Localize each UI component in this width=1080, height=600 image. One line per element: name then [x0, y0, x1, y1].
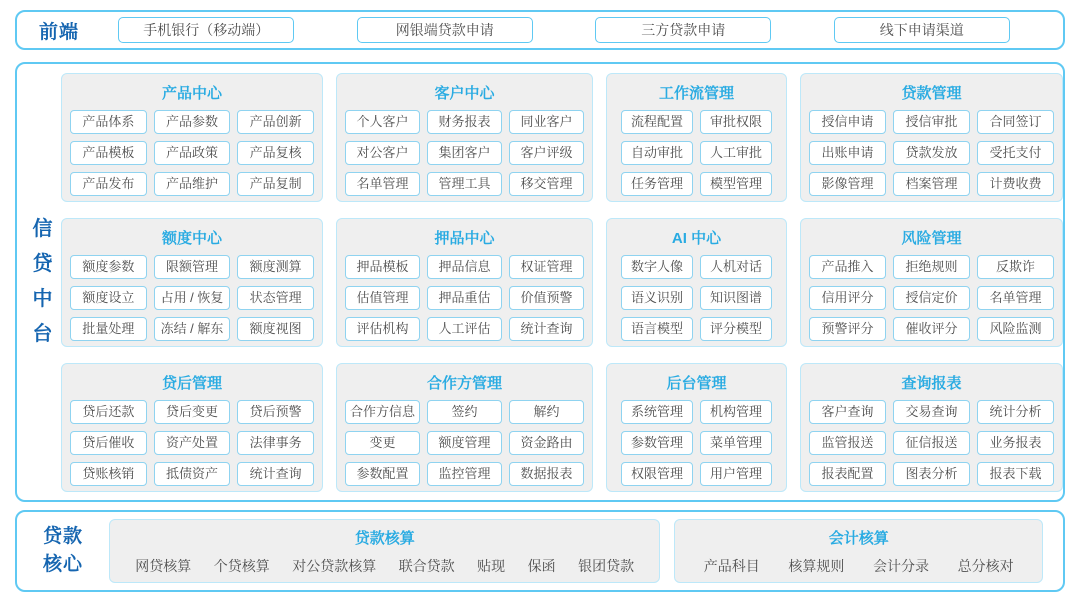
- frontend-channel-2[interactable]: 三方贷款申请: [595, 17, 771, 43]
- panel-customer-center: [336, 73, 593, 202]
- module-chip[interactable]: 产品发布: [70, 172, 147, 196]
- panel-title-quota-center: 额度中心: [161, 229, 222, 247]
- core-panel-items-accounting: [689, 556, 1028, 576]
- panel-chips-backend-management: [615, 400, 778, 486]
- module-chip[interactable]: 贷后变更: [154, 400, 231, 424]
- panel-chips-quota-center: [70, 255, 314, 341]
- module-chip[interactable]: 机构管理: [700, 400, 772, 424]
- module-chip[interactable]: 信用评分: [809, 286, 886, 310]
- panel-title-risk-management: 风险管理: [901, 229, 962, 247]
- module-chip[interactable]: 受托支付: [977, 141, 1054, 165]
- module-chip[interactable]: 人机对话: [700, 255, 772, 279]
- module-chip[interactable]: 额度设立: [70, 286, 147, 310]
- panel-query-report: [800, 363, 1063, 492]
- module-chip[interactable]: 产品体系: [70, 110, 147, 134]
- core-panel-items-loan-accounting: [124, 556, 645, 576]
- module-chip[interactable]: 影像管理: [809, 172, 886, 196]
- core-module-item[interactable]: 网贷核算: [135, 558, 192, 574]
- module-chip[interactable]: 资金路由: [509, 431, 584, 455]
- module-chip[interactable]: 计费收费: [977, 172, 1054, 196]
- frontend-section: [15, 10, 1065, 50]
- panel-chips-ai-center: [615, 255, 778, 341]
- panel-chips-collateral-center: [345, 255, 584, 341]
- core-module-item[interactable]: 总分核对: [957, 558, 1014, 574]
- module-chip[interactable]: 额度测算: [237, 255, 314, 279]
- module-chip[interactable]: 统计查询: [237, 462, 314, 486]
- module-chip[interactable]: 产品复核: [237, 141, 314, 165]
- module-chip[interactable]: 财务报表: [427, 110, 502, 134]
- module-chip[interactable]: 统计分析: [977, 400, 1054, 424]
- module-chip[interactable]: 反欺诈: [977, 255, 1054, 279]
- module-chip[interactable]: 产品政策: [154, 141, 231, 165]
- core-module-item[interactable]: 联合贷款: [398, 558, 455, 574]
- frontend-channel-1[interactable]: 网银端贷款申请: [357, 17, 533, 43]
- module-chip[interactable]: 集团客户: [427, 141, 502, 165]
- module-chip[interactable]: 拒绝规则: [893, 255, 970, 279]
- module-chip[interactable]: 合作方信息: [345, 400, 420, 424]
- module-chip[interactable]: 贷后还款: [70, 400, 147, 424]
- module-chip[interactable]: 合同签订: [977, 110, 1054, 134]
- module-chip[interactable]: 风险监测: [977, 317, 1054, 341]
- panel-workflow-management: [606, 73, 787, 202]
- module-chip[interactable]: 语言模型: [621, 317, 693, 341]
- module-chip[interactable]: 评估机构: [345, 317, 420, 341]
- core-module-item[interactable]: 核算规则: [788, 558, 845, 574]
- core-panels: [109, 519, 1043, 583]
- panel-partner-management: [336, 363, 593, 492]
- module-chip[interactable]: 个人客户: [345, 110, 420, 134]
- module-chip[interactable]: 监控管理: [427, 462, 502, 486]
- middle-panel-grid: [61, 73, 1063, 492]
- loan-core-label: 贷款核心: [43, 526, 84, 575]
- module-chip[interactable]: 出账申请: [809, 141, 886, 165]
- module-chip[interactable]: 限额管理: [154, 255, 231, 279]
- module-chip[interactable]: 图表分析: [893, 462, 970, 486]
- frontend-label: 前端: [39, 21, 80, 43]
- panel-title-product-center: 产品中心: [161, 84, 222, 102]
- panel-chips-post-loan-management: [70, 400, 314, 486]
- loan-core-section: [15, 510, 1065, 592]
- module-chip[interactable]: 客户评级: [509, 141, 584, 165]
- core-module-item[interactable]: 产品科目: [703, 558, 760, 574]
- module-chip[interactable]: 冻结 / 解东: [154, 317, 231, 341]
- core-module-item[interactable]: 银团贷款: [578, 558, 635, 574]
- panel-title-loan-management: 贷款管理: [901, 84, 962, 102]
- core-panel-title-loan-accounting: 贷款核算: [354, 530, 415, 547]
- module-chip[interactable]: 估值管理: [345, 286, 420, 310]
- panel-title-query-report: 查询报表: [901, 374, 962, 392]
- module-chip[interactable]: 知识图谱: [700, 286, 772, 310]
- module-chip[interactable]: 占用 / 恢复: [154, 286, 231, 310]
- module-chip[interactable]: 产品创新: [237, 110, 314, 134]
- module-chip[interactable]: 抵债资产: [154, 462, 231, 486]
- panel-title-customer-center: 客户中心: [434, 84, 495, 102]
- module-chip[interactable]: 预警评分: [809, 317, 886, 341]
- panel-title-partner-management: 合作方管理: [426, 374, 502, 392]
- module-chip[interactable]: 法律事务: [237, 431, 314, 455]
- module-chip[interactable]: 报表下载: [977, 462, 1054, 486]
- core-module-item[interactable]: 贴现: [477, 558, 506, 574]
- module-chip[interactable]: 批量处理: [70, 317, 147, 341]
- frontend-channel-3[interactable]: 线下申请渠道: [834, 17, 1010, 43]
- module-chip[interactable]: 资产处置: [154, 431, 231, 455]
- panel-chips-product-center: [70, 110, 314, 196]
- panel-loan-management: [800, 73, 1063, 202]
- module-chip[interactable]: 额度参数: [70, 255, 147, 279]
- module-chip[interactable]: 档案管理: [893, 172, 970, 196]
- module-chip[interactable]: 催收评分: [893, 317, 970, 341]
- module-chip[interactable]: 产品推入: [809, 255, 886, 279]
- module-chip[interactable]: 任务管理: [621, 172, 693, 196]
- module-chip[interactable]: 参数管理: [621, 431, 693, 455]
- module-chip[interactable]: 产品模板: [70, 141, 147, 165]
- module-chip[interactable]: 授信定价: [893, 286, 970, 310]
- panel-title-backend-management: 后台管理: [666, 374, 727, 392]
- module-chip[interactable]: 权限管理: [621, 462, 693, 486]
- panel-title-ai-center: AI 中心: [671, 229, 722, 247]
- module-chip[interactable]: 价值预警: [509, 286, 584, 310]
- module-chip[interactable]: 名单管理: [345, 172, 420, 196]
- credit-middle-platform-label: 信贷中台: [32, 218, 54, 345]
- module-chip[interactable]: 押品模板: [345, 255, 420, 279]
- module-chip[interactable]: 评分模型: [700, 317, 772, 341]
- module-chip[interactable]: 额度视图: [237, 317, 314, 341]
- module-chip[interactable]: 同业客户: [509, 110, 584, 134]
- panel-chips-customer-center: [345, 110, 584, 196]
- module-chip[interactable]: 流程配置: [621, 110, 693, 134]
- module-chip[interactable]: 自动审批: [621, 141, 693, 165]
- module-chip[interactable]: 系统管理: [621, 400, 693, 424]
- panel-risk-management: [800, 218, 1063, 347]
- module-chip[interactable]: 押品信息: [427, 255, 502, 279]
- module-chip[interactable]: 业务报表: [977, 431, 1054, 455]
- panel-chips-workflow-management: [615, 110, 778, 196]
- module-chip[interactable]: 押品重估: [427, 286, 502, 310]
- module-chip[interactable]: 授信审批: [893, 110, 970, 134]
- frontend-channel-0[interactable]: 手机银行（移动端）: [118, 17, 294, 43]
- panel-title-collateral-center: 押品中心: [434, 229, 495, 247]
- panel-backend-management: [606, 363, 787, 492]
- module-chip[interactable]: 额度管理: [427, 431, 502, 455]
- module-chip[interactable]: 人工评估: [427, 317, 502, 341]
- module-chip[interactable]: 贷后预警: [237, 400, 314, 424]
- core-panel-loan-accounting: [109, 519, 660, 583]
- module-chip[interactable]: 报表配置: [809, 462, 886, 486]
- module-chip[interactable]: 统计查询: [509, 317, 584, 341]
- core-module-item[interactable]: 会计分录: [873, 558, 930, 574]
- module-chip[interactable]: 数字人像: [621, 255, 693, 279]
- module-chip[interactable]: 监管报送: [809, 431, 886, 455]
- panel-quota-center: [61, 218, 323, 347]
- core-module-item[interactable]: 个贷核算: [213, 558, 270, 574]
- module-chip[interactable]: 产品参数: [154, 110, 231, 134]
- module-chip[interactable]: 贷后催收: [70, 431, 147, 455]
- module-chip[interactable]: 参数配置: [345, 462, 420, 486]
- panel-chips-query-report: [809, 400, 1054, 486]
- module-chip[interactable]: 移交管理: [509, 172, 584, 196]
- panel-collateral-center: [336, 218, 593, 347]
- panel-chips-partner-management: [345, 400, 584, 486]
- module-chip[interactable]: 产品维护: [154, 172, 231, 196]
- module-chip[interactable]: 交易查询: [893, 400, 970, 424]
- panel-chips-loan-management: [809, 110, 1054, 196]
- module-chip[interactable]: 贷款发放: [893, 141, 970, 165]
- module-chip[interactable]: 签约: [427, 400, 502, 424]
- panel-product-center: [61, 73, 323, 202]
- module-chip[interactable]: 状态管理: [237, 286, 314, 310]
- module-chip[interactable]: 客户查询: [809, 400, 886, 424]
- module-chip[interactable]: 产品复制: [237, 172, 314, 196]
- module-chip[interactable]: 贷账核销: [70, 462, 147, 486]
- panel-ai-center: [606, 218, 787, 347]
- core-panel-title-accounting: 会计核算: [828, 530, 889, 547]
- module-chip[interactable]: 征信报送: [893, 431, 970, 455]
- core-module-item[interactable]: 保函: [527, 558, 556, 574]
- module-chip[interactable]: 权证管理: [509, 255, 584, 279]
- frontend-channels: [87, 17, 1041, 43]
- module-chip[interactable]: 审批权限: [700, 110, 772, 134]
- panel-chips-risk-management: [809, 255, 1054, 341]
- module-chip[interactable]: 人工审批: [700, 141, 772, 165]
- core-panel-accounting: [674, 519, 1043, 583]
- module-chip[interactable]: 数据报表: [509, 462, 584, 486]
- module-chip[interactable]: 变更: [345, 431, 420, 455]
- panel-title-workflow-management: 工作流管理: [658, 84, 734, 102]
- module-chip[interactable]: 用户管理: [700, 462, 772, 486]
- panel-title-post-loan-management: 贷后管理: [161, 374, 222, 392]
- credit-middle-platform-section: [15, 62, 1065, 502]
- module-chip[interactable]: 对公客户: [345, 141, 420, 165]
- module-chip[interactable]: 菜单管理: [700, 431, 772, 455]
- module-chip[interactable]: 语义识别: [621, 286, 693, 310]
- module-chip[interactable]: 授信申请: [809, 110, 886, 134]
- module-chip[interactable]: 解约: [509, 400, 584, 424]
- panel-post-loan-management: [61, 363, 323, 492]
- module-chip[interactable]: 模型管理: [700, 172, 772, 196]
- module-chip[interactable]: 管理工具: [427, 172, 502, 196]
- core-module-item[interactable]: 对公贷款核算: [292, 558, 377, 574]
- module-chip[interactable]: 名单管理: [977, 286, 1054, 310]
